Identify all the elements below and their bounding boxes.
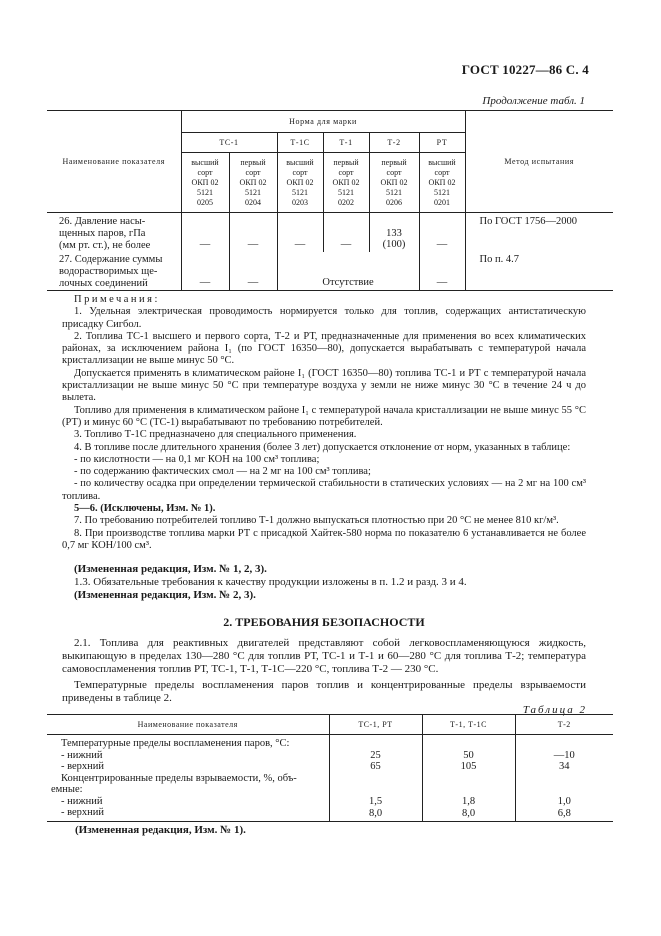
row-26-method: По ГОСТ 1756—2000 [479, 216, 578, 227]
edition-note-1: (Измененная редакция, Изм. № 1, 2, 3). [74, 563, 267, 575]
row-27-v2: — [229, 252, 277, 291]
row-26-name: 26. Давление насы- щенных паров, гПа (мм рт. ст.), не более [59, 216, 151, 251]
note-2c: Топливо для применения в климатическом районе I₁ с температурой начала кристаллизации не выше минус 55 °С (РТ) и минус 60 °С (ТС-1) вырабатывают по требованию потребителей. [62, 404, 586, 428]
t2-header-t1-t1s: Т-1, Т-1С [422, 715, 515, 735]
row-26-v1: — [181, 213, 229, 253]
notes-title: Примечания: [74, 294, 160, 305]
brand-rt: РТ [419, 133, 465, 153]
note-2b: Допускается применять в климатическом районе I₁ (ГОСТ 16350—80) топлива ТС-1 и РТ с температурой начала кристаллизации не выше минус 50 °С при температуре воздуха у земли не ниже минус 30 °С в течение 24 ч до вылета. [62, 367, 586, 404]
note-4b: - по содержанию фактических смол — на 2 мг на 100 см³ топлива; [74, 466, 371, 478]
grade-col-5: первый сорт ОКП 02 5121 0206 [369, 153, 419, 213]
edition-note-3: (Измененная редакция, Изм. № 1). [75, 824, 246, 836]
standard-header: ГОСТ 10227—86 С. 4 [461, 62, 589, 77]
brand-t2: Т-2 [369, 133, 419, 153]
row-27-v1: — [181, 252, 229, 291]
t2-header-ts1-rt: ТС-1, РТ [329, 715, 422, 735]
para-2-1: 2.1. Топлива для реактивных двигателей представляют собой легковоспламеняющуюся жидкость, выкипающую в пределах 130—280 °С для топлив РТ, ТС-1 и Т-1 и 60—280 °С для топлива Т-2; температура самовоспламенения топлив РТ, ТС-1, Т-1, Т-1С—220 °С, топлива Т-2 — 230 °С. [62, 637, 586, 675]
section-title: 2. ТРЕБОВАНИЯ БЕЗОПАСНОСТИ [223, 615, 425, 629]
brand-t1s: Т-1С [277, 133, 323, 153]
t2-header-indicator: Наименование показателя [47, 715, 329, 735]
table-row: - верхний 65 105 34 [47, 761, 613, 773]
row-26-v6: — [419, 213, 465, 253]
grade-col-3: высший сорт ОКП 02 5121 0203 [277, 153, 323, 213]
table-2 [47, 714, 613, 822]
table-row: - верхний 8,0 8,0 6,8 [47, 807, 613, 821]
table-row: емные: [47, 784, 613, 796]
row-26-v4: — [323, 213, 369, 253]
grade-col-4: первый сорт ОКП 02 5121 0202 [323, 153, 369, 213]
col-indicator-header: Наименование показателя [47, 111, 181, 213]
table-row: - нижний 1,5 1,8 1,0 [47, 796, 613, 808]
note-8: 8. При производстве топлива марки РТ с присадкой Хайтек-580 норма по показателю 6 устанавливается не более 0,7 мг КОН/100 см³. [62, 527, 586, 551]
note-2: 2. Топлива ТС-1 высшего и первого сорта, Т-2 и РТ, предназначенные для применения во всех климатических районах, за исключением района I₁ (по ГОСТ 16350—80), допускается вырабатывать с температурой начала кристаллизации не выше минус 50 °С. [62, 330, 586, 367]
grade-col-1: высший сорт ОКП 02 5121 0205 [181, 153, 229, 213]
body-text [62, 563, 586, 705]
table-continuation-label: Продолжение табл. 1 [482, 95, 585, 107]
table-row: Температурные пределы воспламенения паров, °С: [47, 735, 613, 750]
brand-t1: Т-1 [323, 133, 369, 153]
para-1-3: 1.3. Обязательные требования к качеству продукции изложены в п. 1.2 и разд. 3 и 4. [74, 576, 467, 588]
note-4: 4. В топливе после длительного хранения (более 3 лет) допускается отклонение от норм, указанных в таблице: [74, 441, 571, 453]
note-3: 3. Топливо Т-1С предназначено для специального применения. [74, 429, 357, 441]
row-26-v3: — [277, 213, 323, 253]
grade-col-6: высший сорт ОКП 02 5121 0201 [419, 153, 465, 213]
note-4c: - по количеству осадка при определении термической стабильности в статических условиях — на 2 мг на 100 см³ топлива. [62, 478, 586, 502]
table-row [47, 252, 613, 291]
note-1: 1. Удельная электрическая проводимость нормируется только для топлив, содержащих антистатическую присадку Сигбол. [62, 306, 586, 330]
brand-ts1: ТС-1 [181, 133, 277, 153]
col-method-header: Метод испытания [465, 111, 613, 213]
table-1 [47, 110, 613, 291]
t2-header-t2: Т-2 [515, 715, 613, 735]
row-26-v2: — [229, 213, 277, 253]
table-row: Концентрированные пределы взрываемости, %, объ- [47, 773, 613, 785]
table-2-label: Таблица 2 [522, 704, 587, 716]
col-norm-header: Норма для марки [181, 111, 465, 133]
notes-block [62, 294, 586, 552]
note-7: 7. По требованию потребителей топливо Т-1 должно выпускаться плотностью при 20 °С не менее 810 кг/м³. [74, 515, 559, 527]
row-27-method: По п. 4.7 [465, 252, 613, 291]
note-4a: - по кислотности — на 0,1 мг КОН на 100 см³ топлива; [74, 453, 320, 465]
table-row [47, 213, 613, 253]
row-27-v6: — [419, 252, 465, 291]
row-27-absent: Отсутствие [277, 252, 419, 291]
row-27-name: 27. Содержание суммы водорастворимых ще- лочных соединений [47, 252, 181, 291]
table-row: - нижний 25 50 —10 [47, 750, 613, 762]
note-5-6: 5—6. (Исключены, Изм. № 1). [74, 503, 216, 515]
para-2-1b: Температурные пределы воспламенения паров топлив и концентрированные пределы взрываемости приведены в таблице 2. [62, 679, 586, 704]
grade-col-2: первый сорт ОКП 02 5121 0204 [229, 153, 277, 213]
row-26-v5: 133 (100) [369, 213, 419, 253]
edition-note-2: (Измененная редакция, Изм. № 2, 3). [74, 589, 256, 601]
